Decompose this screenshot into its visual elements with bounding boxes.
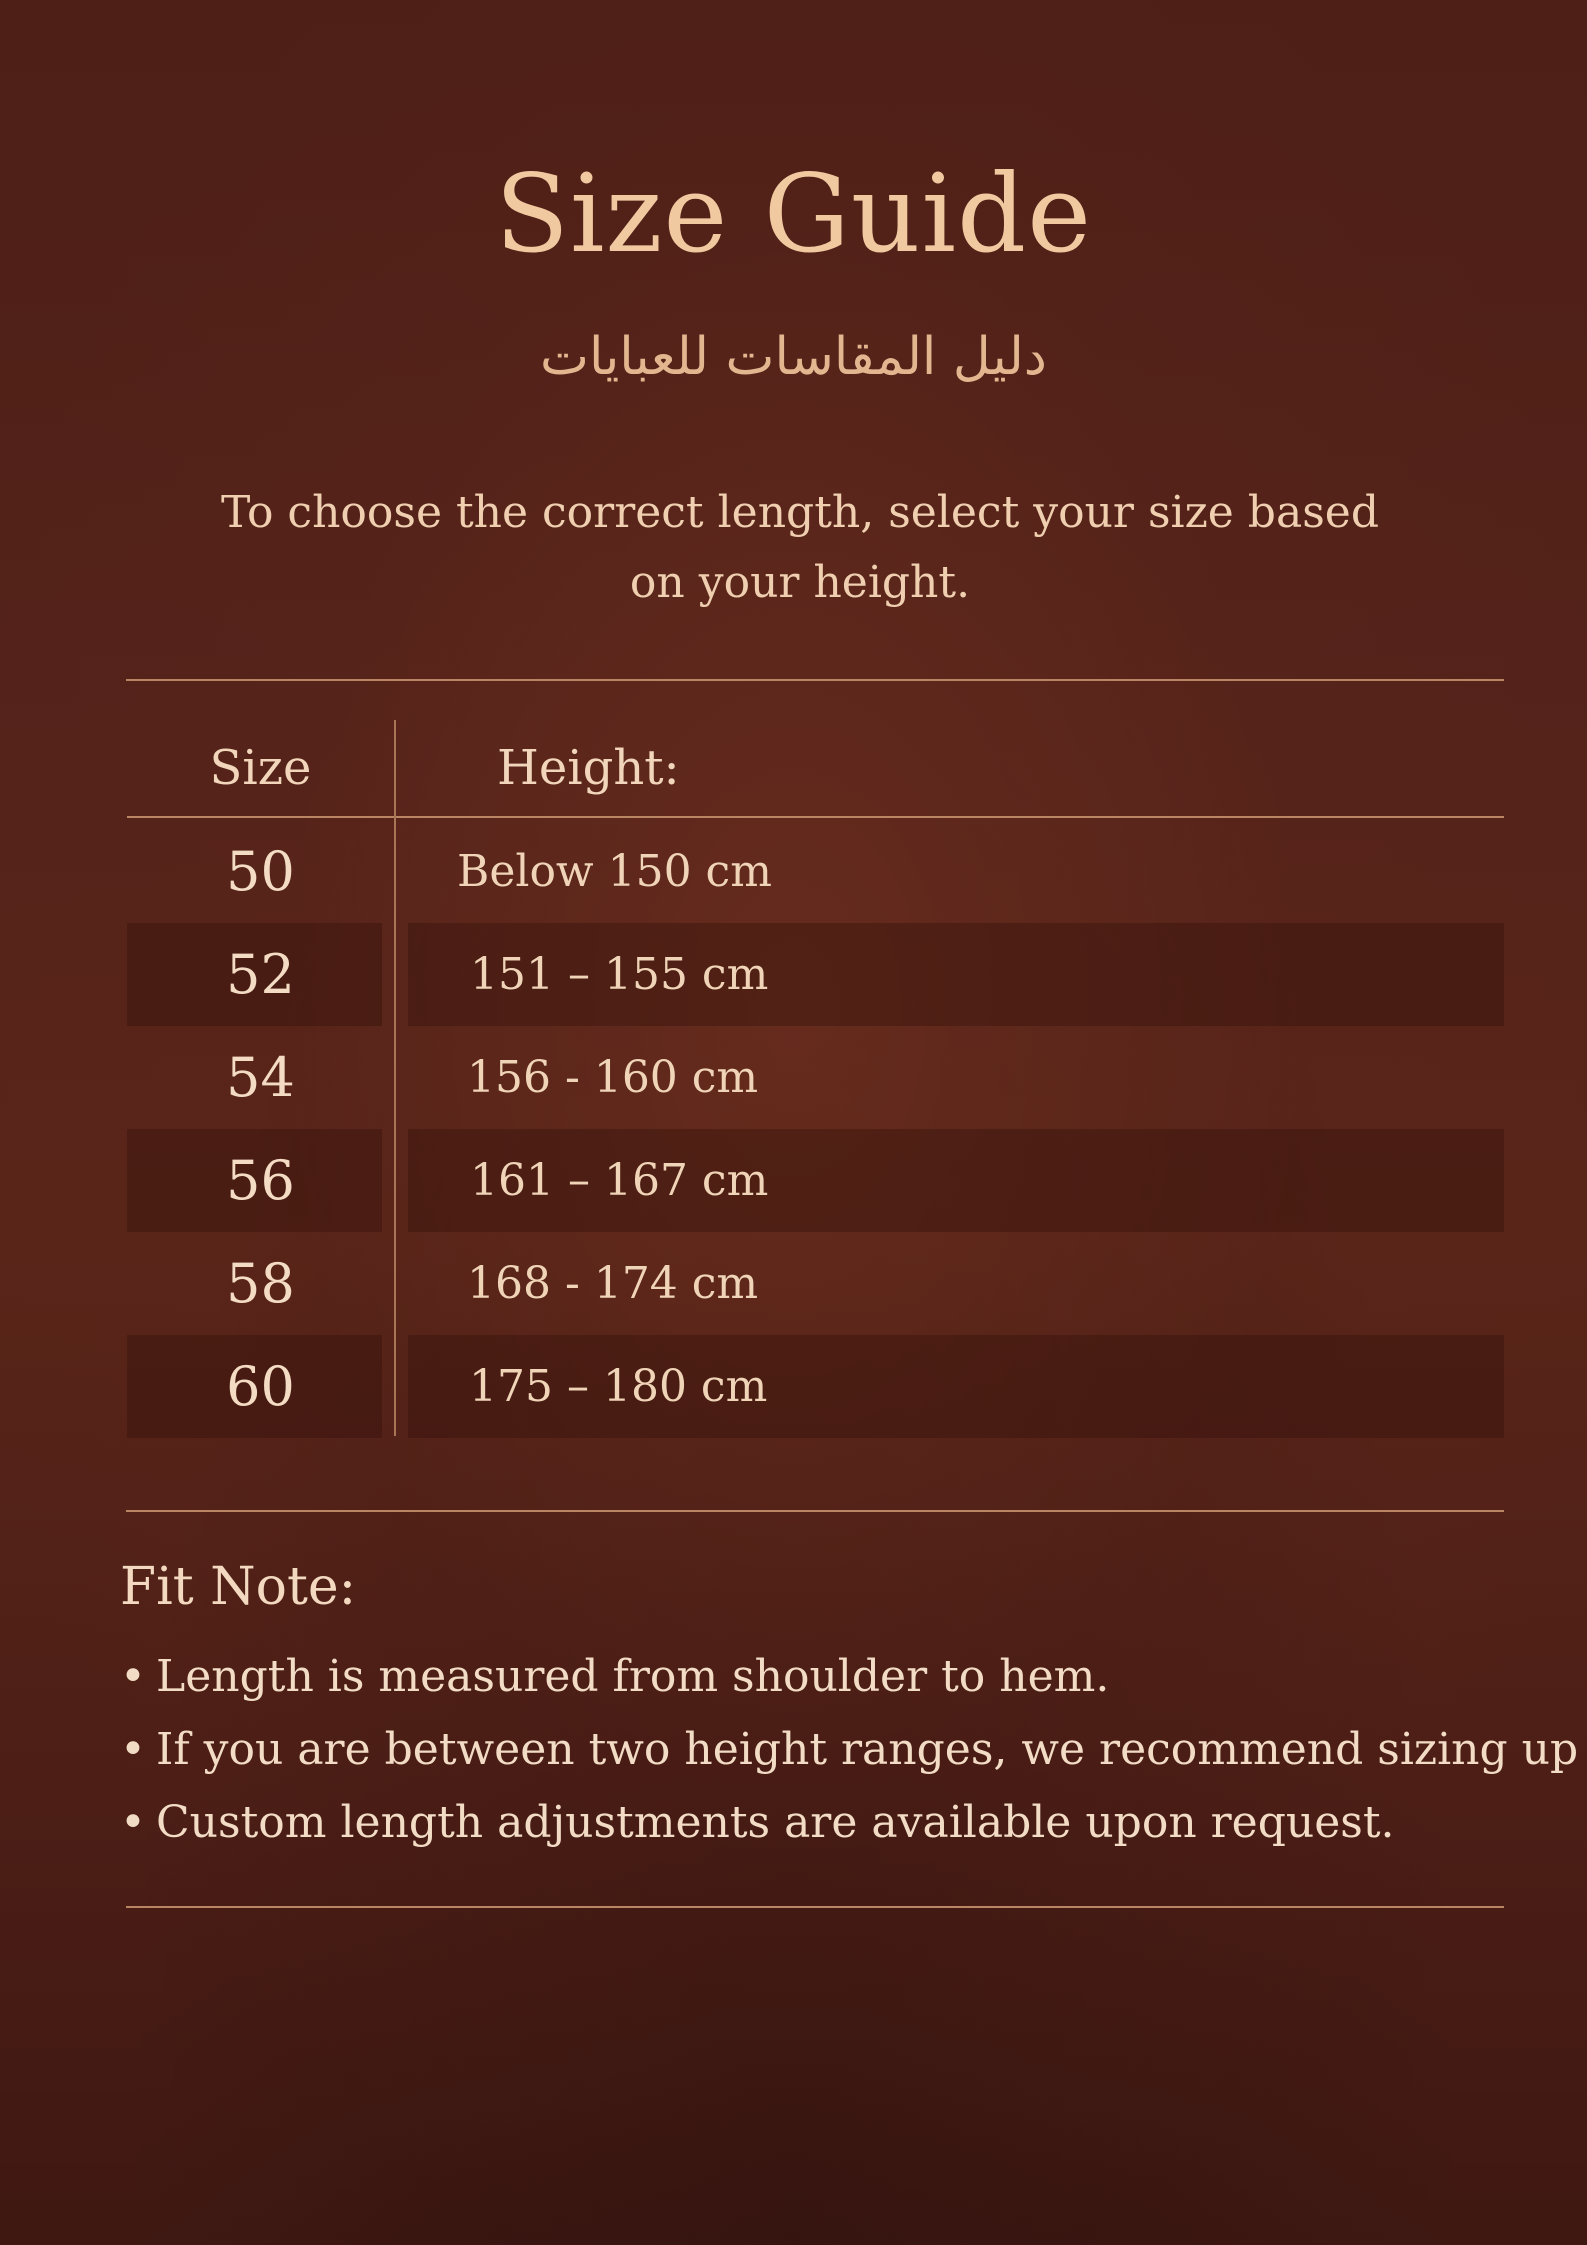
- height-cell: 161 – 167 cm: [470, 1155, 769, 1206]
- intro-text: To choose the correct length, select your size based on your height.: [221, 487, 1379, 608]
- bullet-icon: •: [120, 1724, 146, 1775]
- size-cell: 56: [226, 1149, 295, 1212]
- table-row: [127, 1026, 1504, 1129]
- bottom-divider: [126, 1906, 1504, 1908]
- fit-note-text: Custom length adjustments are available upon request.: [156, 1797, 1395, 1848]
- height-cell: 151 – 155 cm: [470, 949, 769, 1000]
- page-title-arabic: دليل المقاسات للعبايات: [540, 327, 1047, 387]
- fit-note-text: Length is measured from shoulder to hem.: [156, 1651, 1110, 1702]
- fit-note-list: [120, 1640, 1579, 1859]
- middle-divider: [126, 1510, 1504, 1512]
- table-row: [127, 1232, 1504, 1335]
- height-cell: 168 - 174 cm: [467, 1258, 759, 1309]
- list-item: [120, 1786, 1540, 1859]
- size-cell: 50: [226, 840, 295, 903]
- table-row: [127, 820, 1504, 923]
- table-row: [127, 1335, 1504, 1438]
- height-cell: 156 - 160 cm: [467, 1052, 759, 1103]
- size-column-header: Size: [209, 740, 312, 796]
- page-title: Size Guide: [494, 152, 1093, 277]
- fit-note-text: If you are between two height ranges, we recommend sizing up: [156, 1724, 1579, 1775]
- size-cell: 58: [226, 1252, 295, 1315]
- height-cell: Below 150 cm: [457, 846, 772, 897]
- table-row: [127, 923, 1504, 1026]
- table-row: [127, 1129, 1504, 1232]
- size-table: [127, 720, 1504, 1436]
- size-cell: 54: [226, 1046, 295, 1109]
- fit-note-heading: Fit Note:: [120, 1557, 357, 1617]
- bullet-icon: •: [120, 1651, 146, 1702]
- bullet-icon: •: [120, 1797, 146, 1848]
- size-cell: 52: [226, 943, 295, 1006]
- header-divider: [127, 816, 1504, 818]
- list-item: [120, 1713, 1579, 1786]
- top-divider: [126, 679, 1504, 681]
- height-column-header: Height:: [497, 740, 680, 796]
- list-item: [120, 1640, 1540, 1713]
- size-cell: 60: [226, 1355, 295, 1418]
- height-cell: 175 – 180 cm: [469, 1361, 768, 1412]
